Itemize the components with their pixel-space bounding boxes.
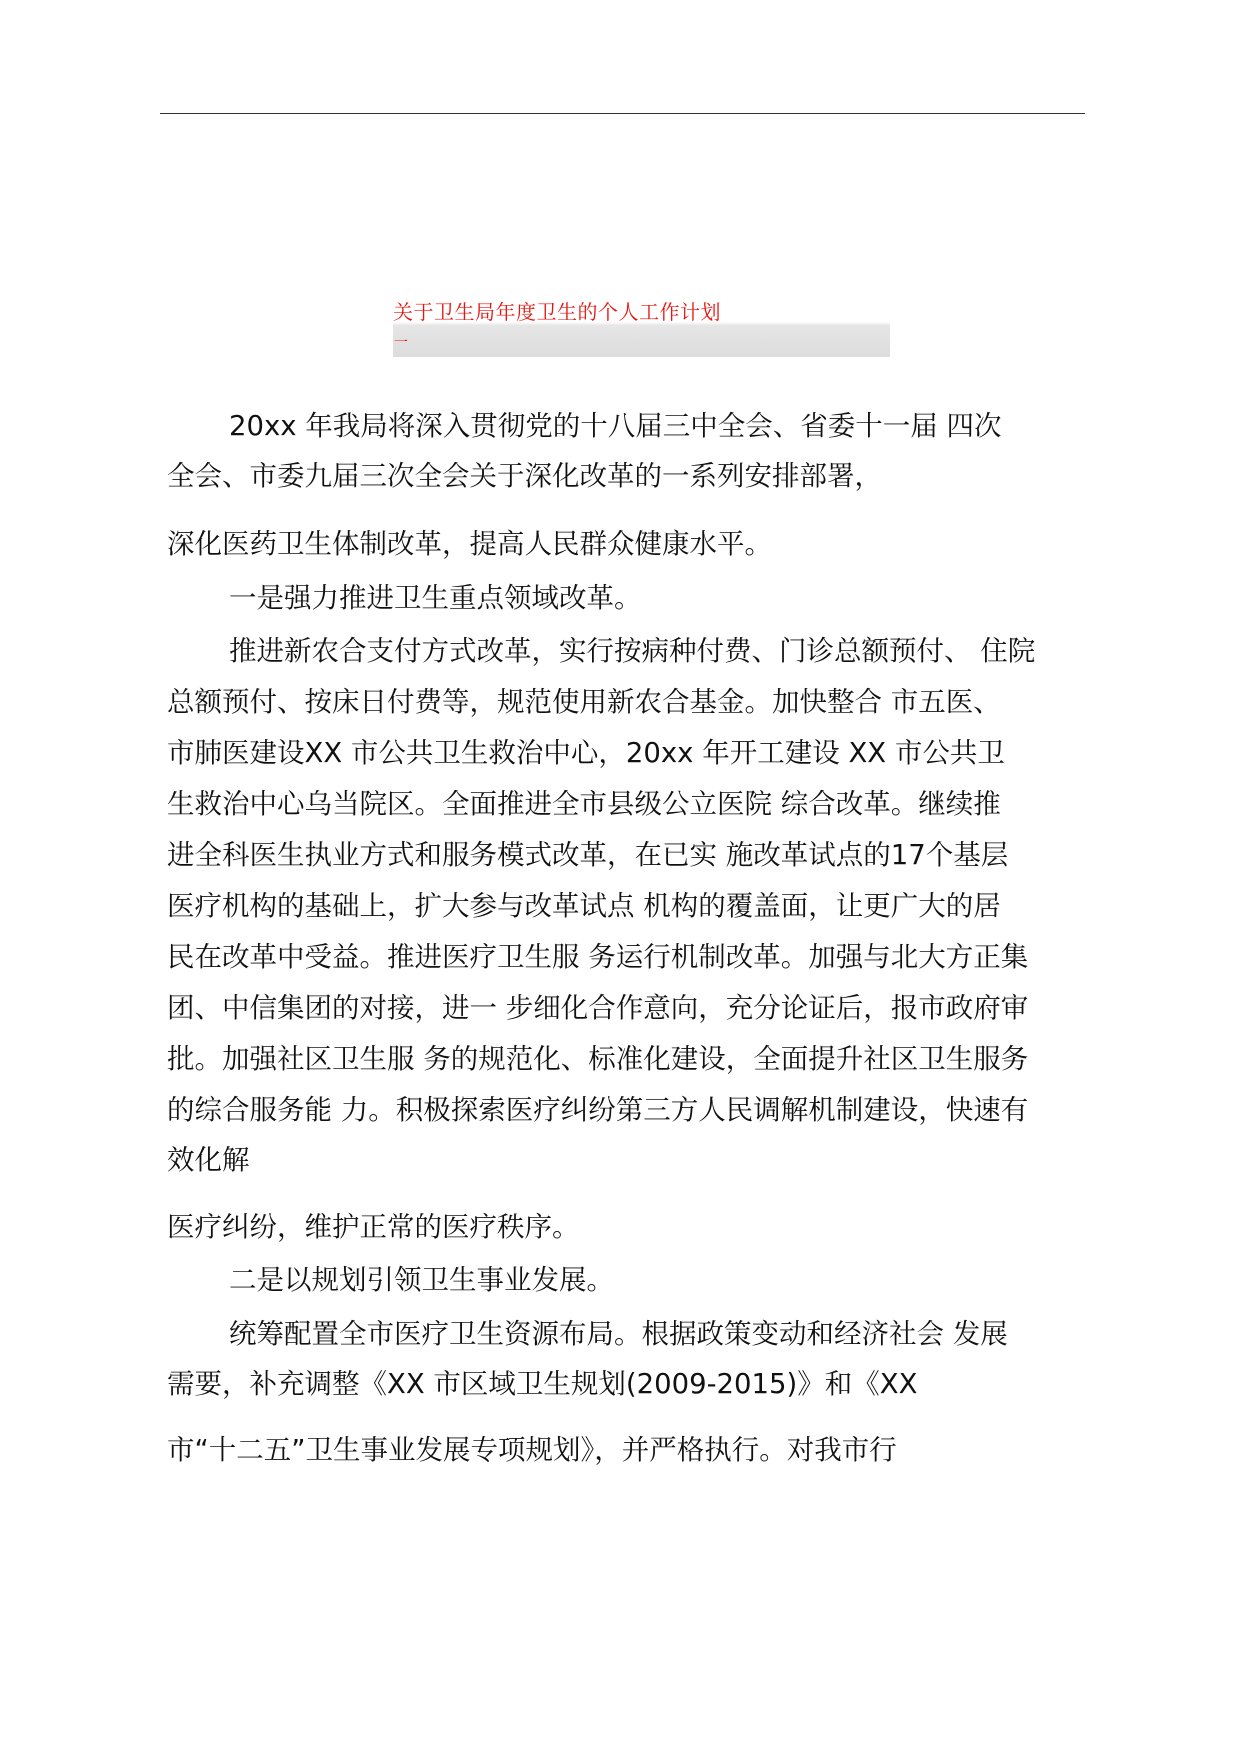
- section-heading: 一是强力推进卫生重点领域改革。: [229, 582, 642, 614]
- paragraph-line: 需要，补充调整《XX 市区域卫生规划(2009-2015)》和《XX: [167, 1368, 918, 1400]
- document-title: 关于卫生局年度卫生的个人工作计划: [393, 300, 721, 324]
- header-rule: [160, 113, 1085, 114]
- paragraph-line: 市肺医建设XX 市公共卫生救治中心，20xx 年开工建设 XX 市公共卫: [167, 737, 1005, 769]
- paragraph-line: 医疗纠纷，维护正常的医疗秩序。: [167, 1211, 580, 1243]
- paragraph-line: 生救治中心乌当院区。全面推进全市县级公立医院 综合改革。继续推: [167, 788, 1001, 820]
- paragraph-line: 民在改革中受益。推进医疗卫生服 务运行机制改革。加强与北大方正集: [167, 941, 1029, 973]
- paragraph-line: 全会、市委九届三次全会关于深化改革的一系列安排部署，: [167, 460, 882, 492]
- paragraph-line: 总额预付、按床日付费等，规范使用新农合基金。加快整合 市五医、: [167, 686, 1001, 718]
- paragraph-line: 进全科医生执业方式和服务模式改革，在已实 施改革试点的17个基层: [167, 839, 1009, 871]
- title-sub-mark: 一: [394, 335, 408, 351]
- paragraph-line: 批。加强社区卫生服 务的规范化、标准化建设，全面提升社区卫生服务: [167, 1043, 1029, 1075]
- paragraph-line: 医疗机构的基础上，扩大参与改革试点 机构的覆盖面，让更广大的居: [167, 890, 1001, 922]
- section-heading: 二是以规划引领卫生事业发展。: [229, 1264, 614, 1296]
- paragraph-line: 统筹配置全市医疗卫生资源布局。根据政策变动和经济社会 发展: [229, 1318, 1008, 1350]
- paragraph-line: 推进新农合支付方式改革，实行按病种付费、门诊总额预付、 住院: [229, 635, 1036, 667]
- paragraph-line: 深化医药卫生体制改革，提高人民群众健康水平。: [167, 528, 772, 560]
- document-title-banner: [393, 300, 890, 357]
- paragraph-line: 20xx 年我局将深入贯彻党的十八届三中全会、省委十一届 四次: [229, 410, 1002, 442]
- paragraph-line: 市“十二五”卫生事业发展专项规划》，并严格执行。对我市行: [167, 1434, 897, 1466]
- paragraph-line: 效化解: [167, 1144, 250, 1176]
- paragraph-line: 团、中信集团的对接，进一 步细化合作意向，充分论证后，报市政府审: [167, 992, 1029, 1024]
- paragraph-line: 的综合服务能 力。积极探索医疗纠纷第三方人民调解机制建设，快速有: [167, 1094, 1029, 1126]
